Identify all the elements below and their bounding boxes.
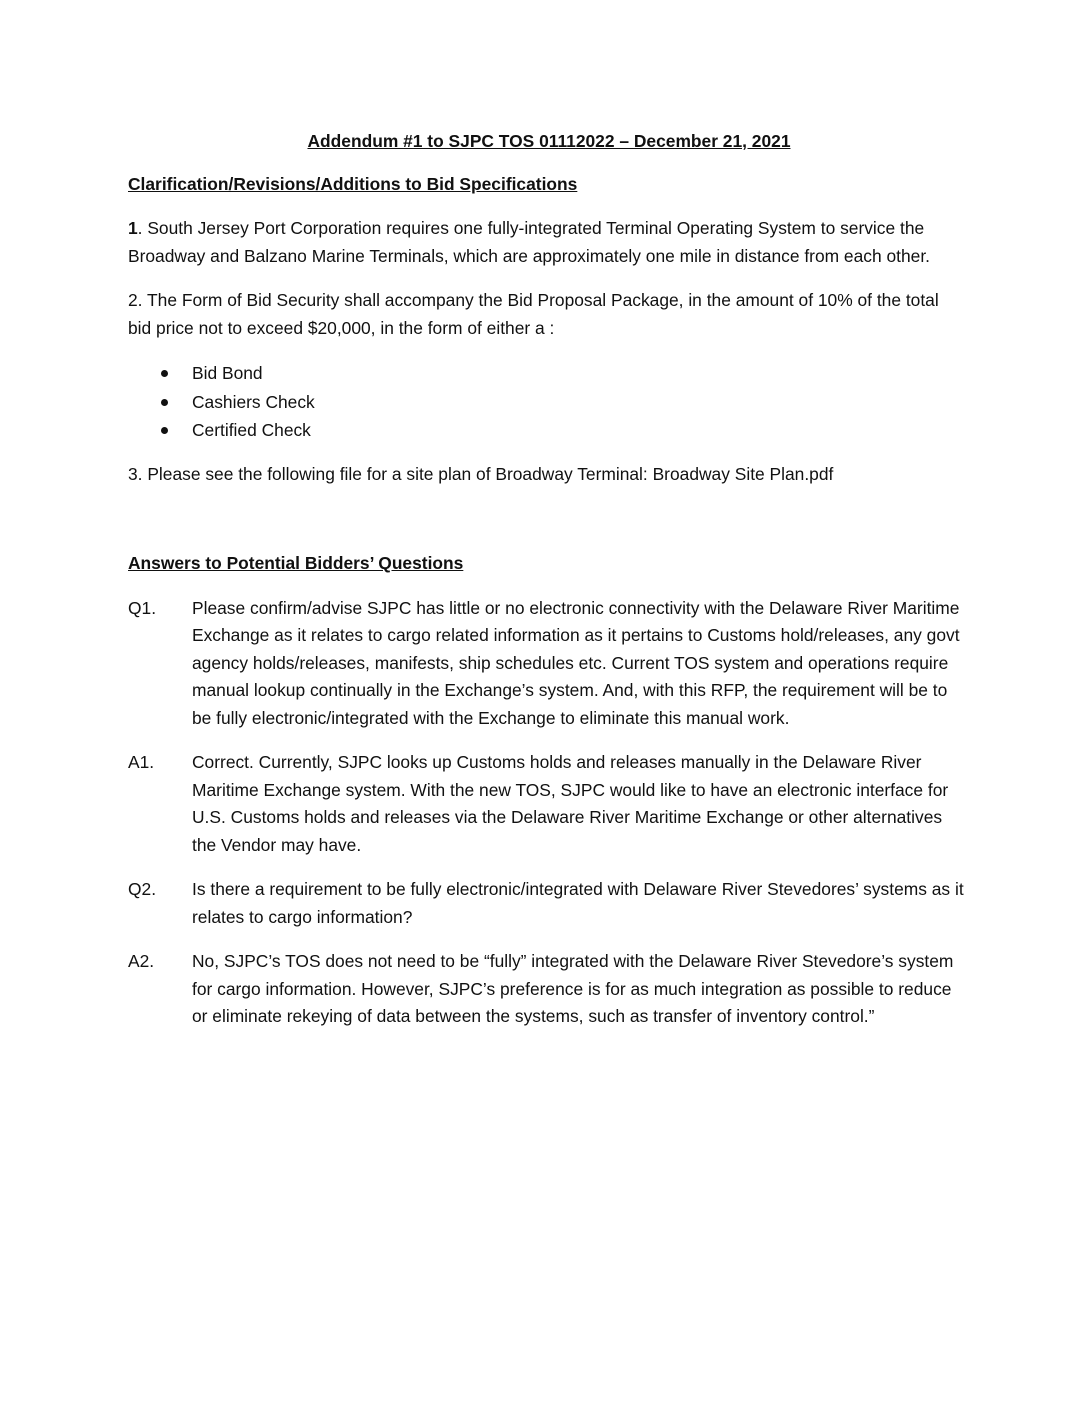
qa-text: Please confirm/advise SJPC has little or no electronic connectivity with the Delaware River Maritime Exchange as it relates to cargo related information as it pertains to Customs hold/releases, any govt agency holds/releases, manifests, ship schedules etc. Current TOS system and operations require manual lookup continually in the Exchange’s system. And, with this RFP, the requirement will be to be fully electronic/integrated with the Exchange to eliminate this manual work. xyxy=(192,597,960,728)
bullet-icon xyxy=(161,427,168,434)
list-item-text: Certified Check xyxy=(192,420,311,440)
document-body xyxy=(128,128,964,1048)
item-2-paragraph: 2. The Form of Bid Security shall accompany the Bid Proposal Package, in the amount of 10% of the total bid price not to exceed $20,000, in the form of either a : xyxy=(128,290,939,338)
qa-entry xyxy=(128,749,964,859)
qa-entry xyxy=(128,876,964,931)
document-title: Addendum #1 to SJPC TOS 01112022 – December 21, 2021 xyxy=(307,131,791,151)
list-item-text: Cashiers Check xyxy=(192,391,315,412)
qa-label: Q1. xyxy=(128,597,157,618)
qa-text: Is there a requirement to be fully electronic/integrated with Delaware River Stevedores’ systems as it relates to cargo information? xyxy=(192,879,964,927)
bullet-icon xyxy=(161,370,168,377)
qa-entry xyxy=(128,595,964,733)
bid-security-list xyxy=(128,359,964,445)
list-item xyxy=(128,359,964,388)
bullet-icon xyxy=(161,399,168,406)
item-1-text: . South Jersey Port Corporation requires one fully-integrated Terminal Operating System to service the Broadway and Balzano Marine Terminals, which are approximately one mile in distance from each other. xyxy=(128,218,930,266)
item-3-paragraph: 3. Please see the following file for a site plan of Broadway Terminal: Broadway Site Plan.pdf xyxy=(128,463,834,484)
item-1-number: 1 xyxy=(128,218,138,238)
qa-label: Q2. xyxy=(128,879,157,899)
qa-entry xyxy=(128,948,964,1031)
item-1-paragraph xyxy=(128,215,964,270)
list-item xyxy=(128,416,964,445)
section-heading-clarifications: Clarification/Revisions/Additions to Bid Specifications xyxy=(128,173,578,194)
section-heading-answers: Answers to Potential Bidders’ Questions xyxy=(128,553,464,573)
qa-text: No, SJPC’s TOS does not need to be “fully” integrated with the Delaware River Stevedore’s system for cargo information. However, SJPC’s preference is for as much integration as possible to reduce or eliminate rekeying of data between the systems, such as transfer of inventory control.” xyxy=(192,951,954,1026)
qa-label: A2. xyxy=(128,951,155,971)
qa-text: Correct. Currently, SJPC looks up Customs holds and releases manually in the Delaware River Maritime Exchange system. With the new TOS, SJPC would like to have an electronic interface for U.S. Customs holds and releases via the Delaware River Maritime Exchange or other alternatives the Vendor may have. xyxy=(192,752,949,855)
list-item xyxy=(128,388,964,417)
qa-label: A1. xyxy=(128,752,155,772)
list-item-text: Bid Bond xyxy=(192,363,263,383)
